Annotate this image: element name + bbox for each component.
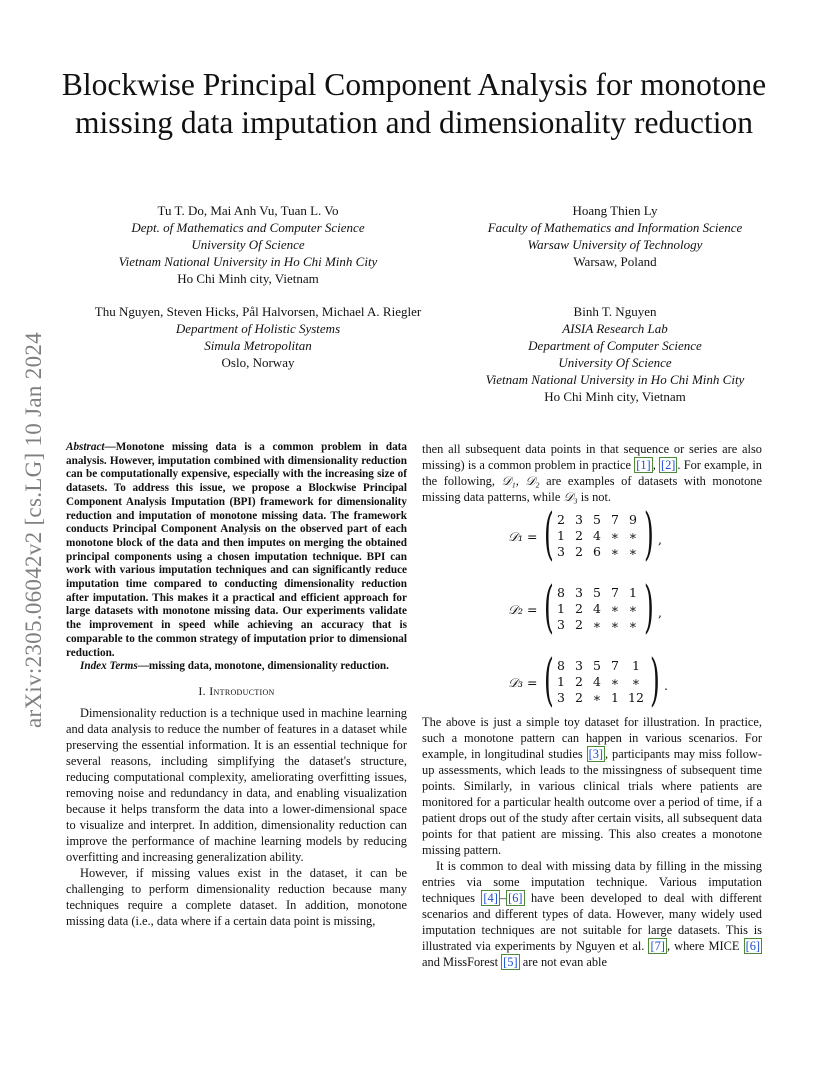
author-block-1: [88, 202, 408, 287]
matrix-cell: 3: [557, 617, 565, 632]
intro-paragraph-1: Dimensionality reduction is a technique used in machine learning and data analysis to reduce the number of features in a dataset while preserving the essential information. It is an essential technique for several reasons, including simplifying the dataset's structure, reducing computational complexity, ameliorating overfitting issues, removing noise and redundancy in data, and enabling visualization because it helps transform the data into a lower-dimensional space to visualize and interpret. In addition, dimensionality reduction can improve the performance of machine learning models by reducing overfitting and increasing generalization ability.: [66, 705, 407, 864]
matrix-cell: 2: [557, 512, 565, 527]
left-paren: (: [544, 502, 554, 567]
citation-link[interactable]: [4]: [483, 891, 498, 905]
affiliation-line: University Of Science: [558, 355, 672, 370]
citation-link[interactable]: [6]: [745, 939, 761, 953]
right-paren: ): [650, 648, 660, 713]
matrix-cell: 1: [611, 690, 619, 705]
section-title: Introduction: [209, 683, 275, 698]
matrix-cell: 6: [593, 544, 601, 559]
matrix-grid: [552, 585, 642, 633]
matrix-label: 𝒟₃ =: [508, 675, 538, 690]
author-names: Hoang Thien Ly: [572, 203, 658, 218]
matrix-cell: 1: [629, 585, 637, 600]
affiliation-city: Ho Chi Minh city, Vietnam: [544, 389, 686, 404]
matrix-punctuation: ,: [658, 605, 662, 620]
matrix-cell: 3: [575, 658, 583, 673]
left-paren: (: [544, 648, 554, 713]
citation-link[interactable]: [7]: [650, 939, 665, 953]
author-names: Binh T. Nguyen: [573, 304, 657, 319]
matrix-cell: 4: [593, 674, 601, 689]
matrix-cell: 2: [575, 601, 583, 616]
matrix-cell: 2: [575, 674, 583, 689]
author-names: Tu T. Do, Mai Anh Vu, Tuan L. Vo: [157, 203, 339, 218]
matrix-cell: ∗: [592, 690, 602, 705]
matrix-cell: 3: [575, 585, 583, 600]
section-heading-introduction: [66, 684, 407, 699]
matrix-cell: 2: [575, 528, 583, 543]
affiliation-line: Vietnam National University in Ho Chi Minh City: [118, 254, 378, 269]
matrix-cell: 4: [593, 528, 601, 543]
matrix-grid: [552, 658, 648, 706]
matrix-cell: 12: [628, 690, 644, 705]
matrix-cell: 1: [557, 674, 565, 689]
abstract-text: —Monotone missing data is a common problem in data analysis. However, imputation combined with dimensionality reduction can be computationally expensive, especially with the increasing size of datasets. To address this issue, we propose a Blockwise Principal Component Analysis Imputation (BPI) framework for dimensionality reduction and imputation of monotone missing data. The framework conducts Principal Component Analysis on the observed part of each monotone block of the data and then imputes on merging the obtained principal components using a chosen imputation technique. BPI can work with various imputation techniques and can significantly reduce imputation time compared to conducting dimensionality reduction after imputation. This makes it a practical and efficient approach for large datasets with monotone missing data. Our experiments validate the improvement in speed while achieving an accuracy that is comparable to the common strategy of imputation prior to dimensional reduction.: [66, 441, 407, 659]
author-block-4: [445, 303, 785, 405]
matrix-cell: ∗: [592, 617, 602, 632]
right-paragraph-2: The above is just a simple toy dataset for illustration. In practice, such a monotone pattern can happen in various scenarios. For example, in longitudinal studies [3] , participants may miss follow-up assessments, which leads to the missingness of subsequent time points. Similarly, in various clinical trials where patients are monitored for a particular health outcome over a period of time, if a patient drops out of the study after certain visits, all subsequent data points for that patient are missing. This also creates a monotone missing pattern.: [422, 715, 762, 857]
matrix-cell: 2: [575, 544, 583, 559]
matrix-cell: 4: [593, 601, 601, 616]
intro-paragraph-2: However, if missing values exist in the dataset, it can be challenging to perform dimensionality reduction because many techniques require a complete dataset. In addition, monotone missing data (i.e., data where if a certain data point is missing,: [66, 865, 407, 928]
matrix-cell: ∗: [631, 674, 641, 689]
left-column: [66, 441, 407, 929]
math-symbol: 𝒟₃: [563, 490, 578, 504]
section-number: I.: [198, 683, 206, 698]
affiliation-line: Department of Computer Science: [528, 338, 702, 353]
affiliation-line: Faculty of Mathematics and Information Science: [487, 220, 743, 235]
matrix-cell: ∗: [610, 617, 620, 632]
matrix-cell: ∗: [628, 544, 638, 559]
affiliation-line: Warsaw University of Technology: [527, 237, 703, 252]
matrix-cell: 3: [557, 690, 565, 705]
paper-title: Blockwise Principal Component Analysis for monotone missing data imputation and dimensionality reduction: [61, 67, 767, 140]
matrix-cell: ∗: [610, 544, 620, 559]
affiliation-city: Warsaw, Poland: [573, 254, 657, 269]
right-paragraph-1: then all subsequent data points in that sequence or series are also missing) is a common problem in practice [1] , [2] . For example, in the following, 𝒟₁, 𝒟₂ are examples of datasets with monotone missing data patterns, while 𝒟₃ is not.: [422, 442, 762, 504]
matrix-cell: 8: [557, 658, 565, 673]
matrix-cell: 1: [632, 658, 640, 673]
citation-link[interactable]: [2]: [660, 458, 676, 472]
author-block-2: [455, 202, 775, 270]
matrix-cell: 2: [575, 690, 583, 705]
matrix-cell: 2: [575, 617, 583, 632]
matrix-cell: 3: [575, 512, 583, 527]
author-names: Thu Nguyen, Steven Hicks, Pål Halvorsen, Michael A. Riegler: [94, 304, 422, 319]
affiliation-line: Simula Metropolitan: [204, 338, 312, 353]
math-symbol: 𝒟₁, 𝒟₂: [501, 474, 540, 488]
right-paragraph-3: It is common to deal with missing data by filling in the missing entries via some imputation technique. Various imputation techniques [4] – [6] have been developed to deal with different scenarios and different types of data. However, many widely used imputation techniques are not suitable for large datasets. This is illustrated via experiments by Nguyen et al. [7] , where MICE [6] and MissForest [5] are not evan able: [422, 859, 762, 969]
matrix-cell: 1: [557, 601, 565, 616]
matrix-cell: ∗: [628, 601, 638, 616]
matrix-cell: 7: [611, 512, 619, 527]
affiliation-line: Department of Holistic Systems: [175, 321, 341, 336]
affiliation-line: Dept. of Mathematics and Computer Science: [131, 220, 365, 235]
matrix-cell: 8: [557, 585, 565, 600]
matrix-cell: 5: [593, 658, 601, 673]
affiliation-line: AISIA Research Lab: [562, 321, 668, 336]
matrix-label: 𝒟₁ =: [508, 529, 538, 544]
affiliation-city: Ho Chi Minh city, Vietnam: [177, 271, 319, 286]
matrix-punctuation: ,: [658, 532, 662, 547]
matrix-cell: ∗: [610, 674, 620, 689]
matrix-cell: ∗: [610, 601, 620, 616]
index-terms: [66, 660, 407, 674]
citation-link[interactable]: [3]: [588, 747, 604, 761]
abstract: [66, 441, 407, 660]
matrix-cell: 9: [629, 512, 637, 527]
matrix-punctuation: .: [664, 678, 668, 693]
affiliation-line: Vietnam National University in Ho Chi Minh City: [485, 372, 745, 387]
right-column-continued: [422, 714, 762, 970]
matrix-grid: [552, 512, 642, 560]
matrix-cell: 7: [611, 585, 619, 600]
arxiv-identifier: arXiv:2305.06042v2 [cs.LG] 10 Jan 2024: [21, 332, 46, 728]
matrix-cell: ∗: [610, 528, 620, 543]
matrix-cell: 1: [557, 528, 565, 543]
index-terms-label: Index Terms: [80, 660, 138, 673]
matrix-cell: 7: [611, 658, 619, 673]
right-column-intro: [422, 441, 762, 505]
citation-link[interactable]: [5]: [503, 955, 518, 969]
affiliation-line: University Of Science: [191, 237, 305, 252]
matrix-cell: ∗: [628, 617, 638, 632]
matrix-cell: 3: [557, 544, 565, 559]
right-paren: ): [644, 502, 654, 567]
matrix-label: 𝒟₂ =: [508, 602, 538, 617]
matrix-cell: 5: [593, 512, 601, 527]
arxiv-side-label: [4, 300, 64, 760]
abstract-label: Abstract: [66, 441, 105, 453]
matrix-cell: 5: [593, 585, 601, 600]
affiliation-city: Oslo, Norway: [221, 355, 295, 370]
matrix-cell: ∗: [628, 528, 638, 543]
left-paren: (: [544, 575, 554, 640]
citation-link[interactable]: [1]: [636, 458, 651, 472]
right-paren: ): [644, 575, 654, 640]
citation-link[interactable]: [6]: [508, 891, 523, 905]
author-block-3: [60, 303, 456, 371]
index-terms-text: —missing data, monotone, dimensionality reduction.: [137, 660, 389, 673]
